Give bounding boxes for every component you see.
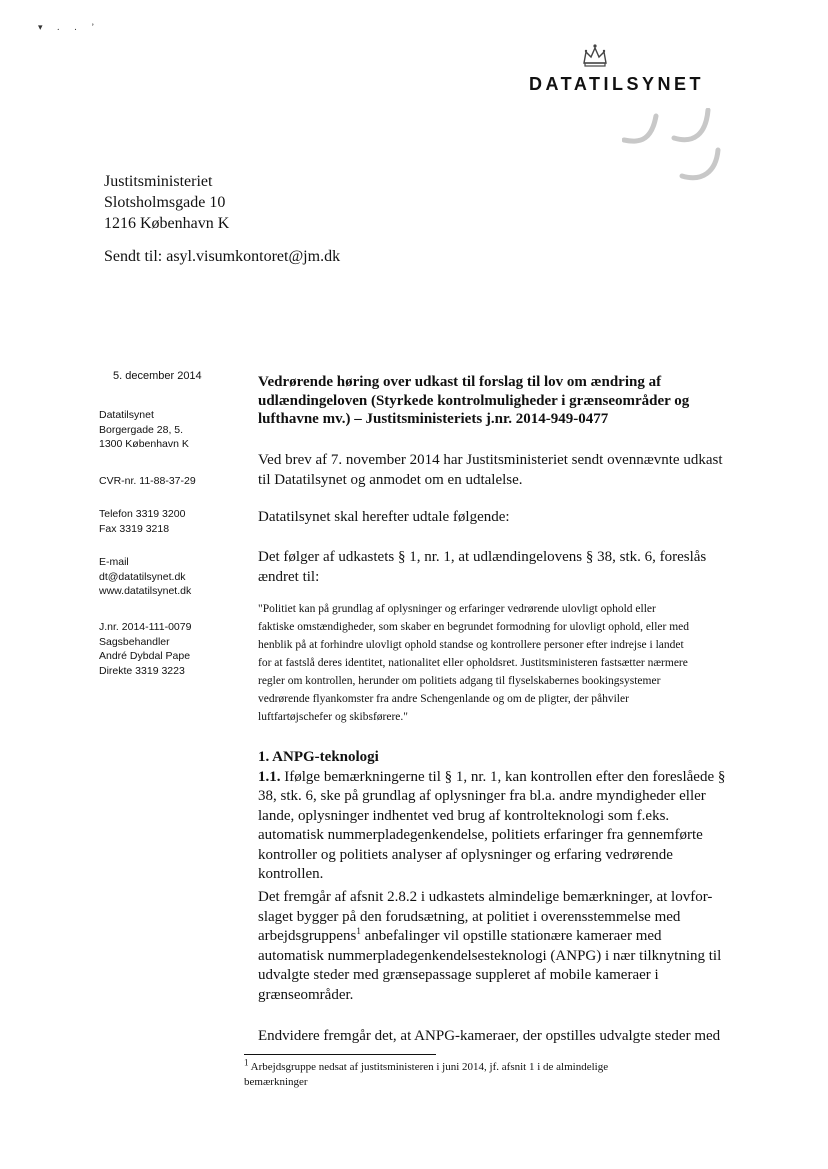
quote-line: faktiske omstændigheder, som skaber en begrundet formodning for ulovligt ophold, eller med xyxy=(258,621,690,633)
quote-line: luftfartøjschefer og skibsførere." xyxy=(258,711,408,723)
quote-line: vedrørende flyankomster fra andre Schengenlande og om de pligter, der påhviler xyxy=(258,693,629,705)
text-line: Datatilsynet skal herefter udtale følgende: xyxy=(258,509,510,525)
sender-org: Datatilsynet xyxy=(99,409,154,421)
text-line: ændret til: xyxy=(258,568,320,585)
footnote-marker: 1 xyxy=(244,1057,249,1068)
journal-number: J.nr. 2014-111-0079 xyxy=(99,621,192,633)
phone-number: Telefon 3319 3200 xyxy=(99,508,186,520)
recipient-city: 1216 København K xyxy=(104,215,230,232)
sender-cvr xyxy=(99,474,196,489)
text-line: lande, oplysninger indhentet ved brug af kontrolteknologi som f.eks. xyxy=(258,807,670,824)
sender-phone-block xyxy=(99,507,185,536)
text-line: Det følger af udkastets § 1, nr. 1, at udlændingelovens § 38, stk. 6, foreslås xyxy=(258,549,707,565)
footnote-reference[interactable]: 1 xyxy=(356,926,361,936)
paragraph-statement xyxy=(258,508,754,528)
sender-contact-block xyxy=(99,555,191,599)
sent-to-line: Sendt til: asyl.visumkontoret@jm.dk xyxy=(104,248,341,265)
text-span: anbefalinger vil opstille stationære kameraer med xyxy=(360,928,662,944)
crown-logo-icon xyxy=(580,43,610,69)
text-line: udvalgte steder med grænsepassage suppleret af mobile kameraer i xyxy=(258,967,659,983)
heading-line: Vedrørende høring over udkast til forslag til lov om ændring af xyxy=(258,374,662,390)
recipient-street: Slotsholmsgade 10 xyxy=(104,194,226,211)
quote-line: for at fastslå deres identitet, nationalitet eller opholdsret. Justitsministeren fastsætter nærmere xyxy=(258,657,688,669)
text-line: automatisk nummerpladegenkendelse, politiets erfaringer fra gennemførte xyxy=(258,827,703,843)
sender-city: 1300 København K xyxy=(99,438,189,450)
text-line: grænseområder. xyxy=(258,986,354,1003)
subsection-label: 1.1. xyxy=(258,768,281,785)
letter-heading xyxy=(258,373,754,429)
text-line: slaget bygger på den forudsætning, at politiet i overensstemmelse med xyxy=(258,908,681,925)
text-line: 38, stk. 6, ske på grundlag af oplysninger fra bl.a. andre myndigheder eller xyxy=(258,788,706,804)
brand-decoration-icon xyxy=(622,108,732,186)
sender-street: Borgergade 28, 5. xyxy=(99,423,184,436)
case-handler-label: Sagsbehandler xyxy=(99,635,170,648)
letter-date: 5. december 2014 xyxy=(113,370,202,382)
text-line: kontroller og politiets analyser af oplysninger og erfaring vedrørende xyxy=(258,846,673,863)
fax-number: Fax 3319 3218 xyxy=(99,522,170,535)
quote-line: henblik på at forhindre ulovligt ophold standse og kontrollere personer efter indrejse i landet xyxy=(258,639,684,651)
footnote xyxy=(244,1057,714,1090)
text-line: Det fremgår af afsnit 2.8.2 i udkastets almindelige bemærkninger, at lovfor- xyxy=(258,889,713,905)
quoted-provision xyxy=(258,600,754,726)
footnote-line: bemærkninger xyxy=(244,1076,308,1088)
case-info-block xyxy=(99,620,191,678)
heading-line: lufthavne mv.) – Justitsministeriets j.nr. 2014-949-0477 xyxy=(258,411,609,427)
quote-line: "Politiet kan på grundlag af oplysninger og erfaringer vedrørende ulovligt ophold eller xyxy=(258,603,656,615)
paragraph-proposal xyxy=(258,548,754,587)
text-span: Arbejdsgruppe nedsat af justitsministeren i juni 2014, jf. afsnit 1 i de almindelige xyxy=(248,1061,609,1073)
direct-phone: Direkte 3319 3223 xyxy=(99,664,185,677)
text-line: automatisk nummerpladegenkendelsesteknologi (ANPG) i nær tilknytning til xyxy=(258,947,722,964)
section-title: 1. ANPG-teknologi xyxy=(258,749,379,765)
brand-name: DATATILSYNET xyxy=(529,74,704,94)
email-link[interactable]: dt@datatilsynet.dk xyxy=(99,570,186,583)
cvr-number: CVR-nr. 11-88-37-29 xyxy=(99,475,196,487)
sender-address xyxy=(99,408,189,452)
text-line: Endvidere fremgår det, at ANPG-kameraer, der opstilles udvalgte steder med xyxy=(258,1028,721,1044)
paragraph-intro xyxy=(258,451,754,490)
text-span: Ifølge bemærkningerne til § 1, nr. 1, kan kontrollen efter den foreslåede § xyxy=(280,768,726,785)
text-line xyxy=(258,768,754,788)
text-line: til Datatilsynet og anmodet om en udtalelse. xyxy=(258,471,523,488)
email-label: E-mail xyxy=(99,556,129,568)
section-anpg xyxy=(258,748,754,885)
heading-line: udlændingeloven (Styrkede kontrolmuligheder i grænseområder og xyxy=(258,392,690,409)
quote-line: regler om kontrollen, herunder om politiets adgang til flyselskabernes bookingsystemer xyxy=(258,675,661,687)
footnote-divider xyxy=(244,1054,436,1055)
recipient-address xyxy=(104,171,229,234)
text-line: kontrollen. xyxy=(258,866,324,882)
case-handler-name: André Dybdal Pape xyxy=(99,650,191,662)
paragraph-continued xyxy=(258,1027,754,1047)
text-line xyxy=(258,927,754,947)
website-link[interactable]: www.datatilsynet.dk xyxy=(99,585,192,597)
recipient-name: Justitsministeriet xyxy=(104,173,213,190)
footnote-line xyxy=(244,1057,714,1075)
scan-marks: ▾ ․ ․ ʼ xyxy=(38,22,101,32)
text-span: arbejdsgruppens xyxy=(258,928,357,944)
text-line: Ved brev af 7. november 2014 har Justitsministeriet sendt ovennævnte udkast xyxy=(258,452,723,468)
paragraph-anpg-cameras xyxy=(258,888,754,1005)
